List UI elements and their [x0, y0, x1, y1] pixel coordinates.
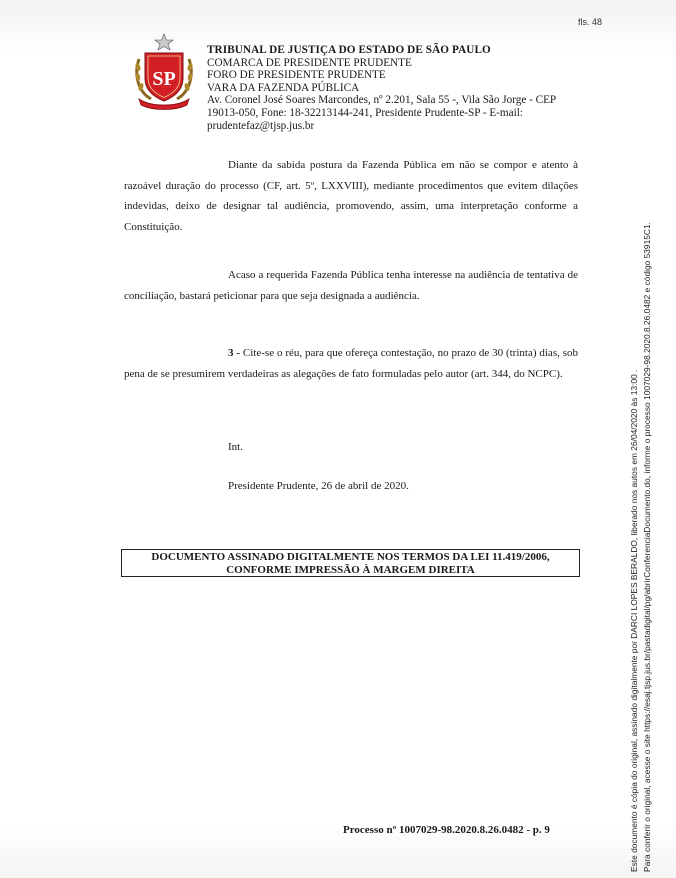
process-footer: Processo nº 1007029-98.2020.8.26.0482 - p. 9 — [343, 824, 550, 836]
margin-verification-note — [628, 132, 653, 872]
court-address: Av. Coronel José Soares Marcondes, nº 2.201, Sala 55 -, Vila São Jorge - CEP 19013-050, Fone: 18-32213144-241, Presidente Prudente-SP - E-mail: prudentefaz@tjsp.jus.br — [207, 94, 556, 132]
foro-name: FORO DE PRESIDENTE PRUDENTE — [207, 69, 386, 82]
margin-note-line-1: Este documento é cópia do original, assinado digitalmente por DARCI LOPES BERALDO, liberado nos autos em 26/04/2020 às 13:00 . — [629, 369, 639, 872]
date-line: Presidente Prudente, 26 de abril de 2020. — [228, 480, 409, 492]
paragraph-2 — [124, 265, 578, 306]
signature-box-line-2: CONFORME IMPRESSÃO À MARGEM DIREITA — [226, 563, 475, 576]
vara-name: VARA DA FAZENDA PÚBLICA — [207, 81, 360, 94]
paragraph-3 — [124, 343, 578, 384]
intimation-line: Int. — [228, 441, 243, 453]
signature-box-line-1: DOCUMENTO ASSINADO DIGITALMENTE NOS TERMOS DA LEI 11.419/2006, — [151, 551, 550, 563]
crest-monogram: SP — [152, 68, 176, 90]
digital-signature-box — [121, 549, 580, 577]
margin-note-line-2: Para conferir o original, acesse o site https://esaj.tjsp.jus.br/pastadigital/pg/abrirConferenciaDocumento.do, informe o processo 1007029-98.2020.8.26.0482 e código 53915C1. — [641, 222, 652, 872]
paragraph-2-text: Acaso a requerida Fazenda Pública tenha interesse na audiência de tentativa de conciliação, bastará peticionar para que seja designada a audiência. — [124, 269, 578, 302]
paragraph-3-number: 3 - — [228, 347, 241, 359]
paragraph-1 — [124, 155, 578, 237]
paragraph-1-text: Diante da sabida postura da Fazenda Pública em não se compor e atento à razoável duração do processo (CF, art. 5º, LXXVIII), mediante procedimentos que evitem dilações indevidas, deixo de designar tal audiência, promovendo, assim, uma interpretação conforme a Constituição. — [124, 159, 578, 233]
coat-of-arms-icon — [133, 33, 195, 111]
paragraph-3-text: Cite-se o réu, para que ofereça contestação, no prazo de 30 (trinta) dias, sob pena de se presumirem verdadeiras as alegações de fato formuladas pelo autor (art. 344, do NCPC). — [124, 347, 578, 380]
page-number: fls. 48 — [578, 17, 603, 27]
court-name: TRIBUNAL DE JUSTIÇA DO ESTADO DE SÃO PAULO — [207, 44, 491, 56]
letterhead — [207, 44, 587, 132]
comarca-name: COMARCA DE PRESIDENTE PRUDENTE — [207, 56, 412, 69]
